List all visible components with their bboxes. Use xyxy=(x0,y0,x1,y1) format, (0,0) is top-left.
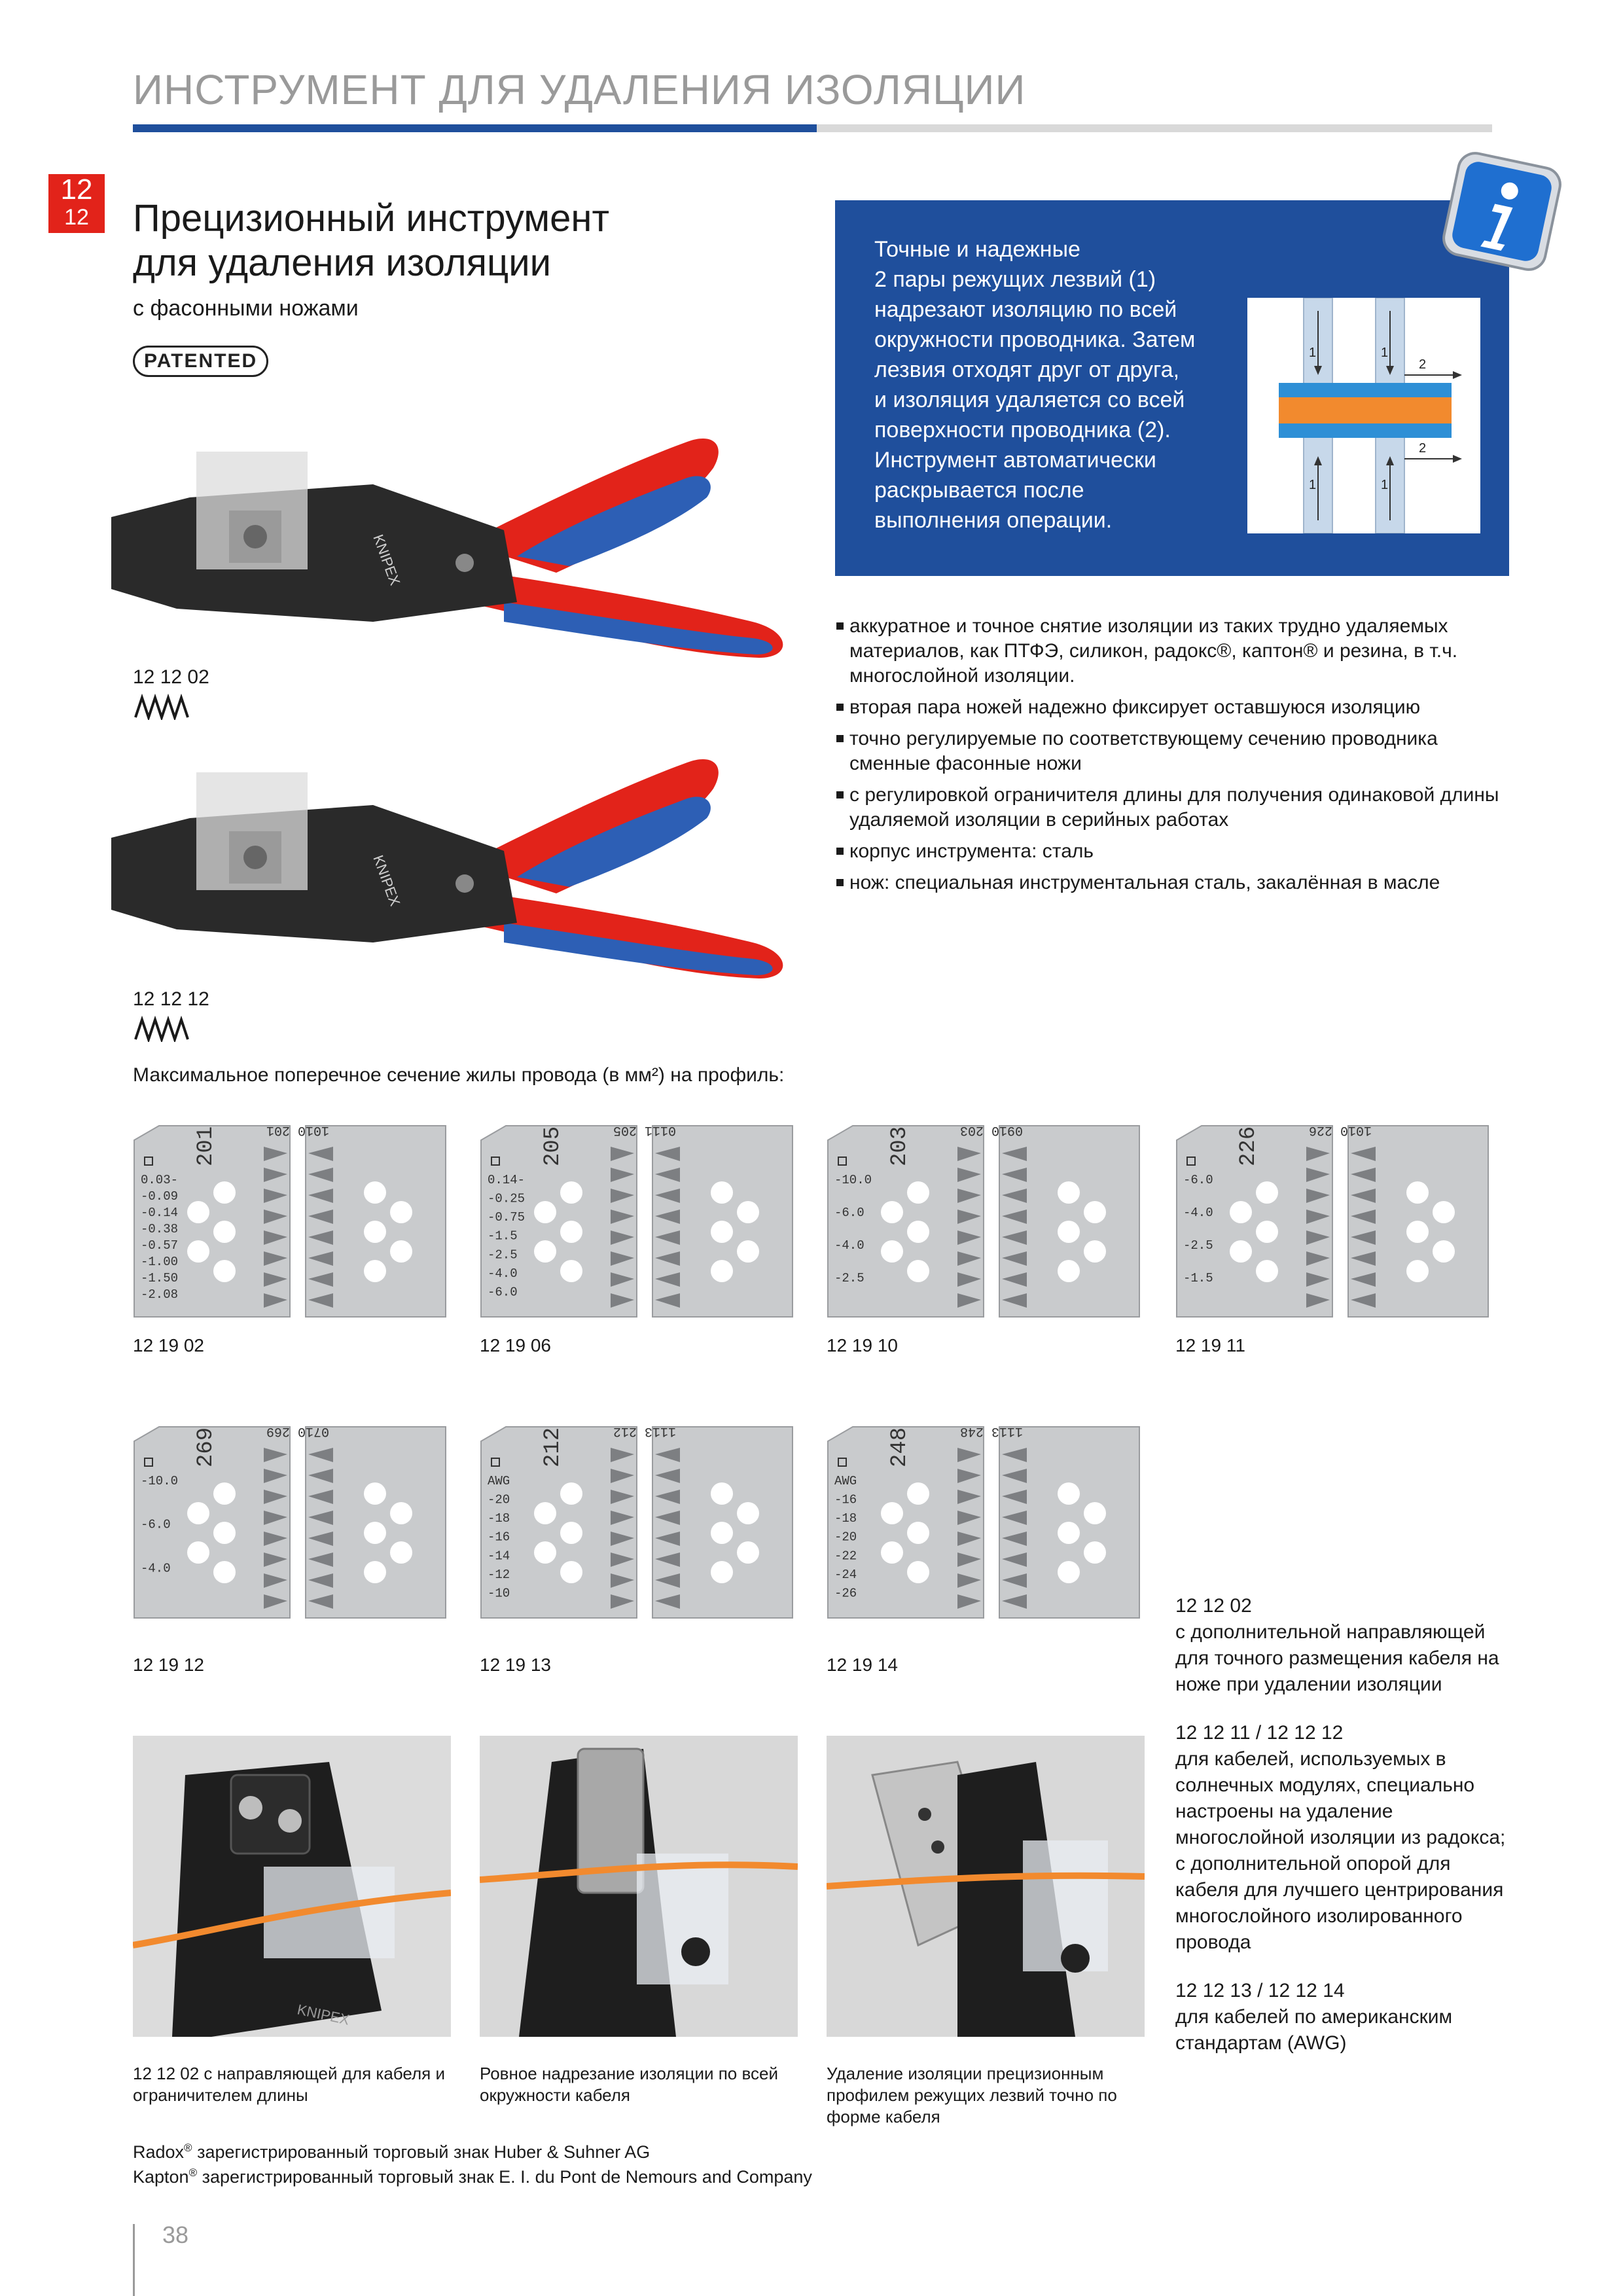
photo-cutting xyxy=(480,1736,798,2037)
info-line: Точные и надежные xyxy=(874,237,1080,262)
blade-size-label: -10.0 xyxy=(141,1474,179,1488)
note-code: 12 12 02 xyxy=(1175,1595,1252,1617)
blade-size-label: -20 xyxy=(488,1492,510,1507)
blade-code: 12 19 13 xyxy=(480,1655,551,1675)
blade-size-label: -24 xyxy=(834,1567,857,1582)
blade-size-label: 0.03- xyxy=(141,1173,179,1187)
blade-size-label: -0.75 xyxy=(488,1210,526,1225)
blade-size-label: AWG xyxy=(488,1474,510,1488)
zigzag-icon xyxy=(133,694,189,720)
product-title xyxy=(133,196,722,285)
blade-size-label: -0.57 xyxy=(141,1238,179,1253)
diagram-label: 1 xyxy=(1309,346,1317,360)
blade-size-label: AWG xyxy=(834,1474,857,1488)
blade-image xyxy=(1175,1121,1489,1323)
product-subtitle: с фасонными ножами xyxy=(133,296,359,321)
tool-code: 12 12 02 xyxy=(133,666,209,688)
blade-size-label: -10.0 xyxy=(834,1173,872,1187)
note-text: с дополнительной направляющей для точного размещения кабеля на ноже при удалении изоляции xyxy=(1175,1621,1499,1695)
blade-size-label: -18 xyxy=(488,1511,510,1526)
blade-number: 248 xyxy=(887,1427,912,1467)
tool-image-121202 xyxy=(98,406,825,681)
note-block xyxy=(1175,1978,1516,2056)
diagram-label: 2 xyxy=(1419,357,1427,372)
blade-number: 212 xyxy=(541,1427,565,1467)
blade-size-label: -18 xyxy=(834,1511,857,1526)
page-number-rule xyxy=(133,2224,135,2296)
blade-image xyxy=(480,1422,794,1624)
blade-size-label: -0.14 xyxy=(141,1206,179,1220)
blade-mirror-label: 0111 205 xyxy=(613,1122,676,1138)
info-line: 2 пары режущих лезвий (1) xyxy=(874,267,1156,292)
blade-number: 205 xyxy=(541,1126,565,1166)
info-line: поверхности проводника (2). xyxy=(874,418,1171,442)
blade-size-label: -6.0 xyxy=(834,1206,865,1220)
blade-mirror-label: 0710 269 xyxy=(266,1424,329,1439)
product-title-line1: Прецизионный инструмент xyxy=(133,197,610,240)
tool-brand: KNIPEX xyxy=(370,853,404,908)
product-notes xyxy=(1175,1593,1516,2079)
photo-stripping xyxy=(827,1736,1145,2037)
note-block xyxy=(1175,1720,1516,1956)
blade-size-label: -26 xyxy=(834,1586,857,1601)
zigzag-icon xyxy=(133,1016,189,1042)
tool-brand: KNIPEX xyxy=(370,532,404,588)
blade-size-label: -22 xyxy=(834,1549,857,1564)
blade-image xyxy=(827,1422,1141,1624)
blade-code: 12 19 12 xyxy=(133,1655,204,1675)
page-header-title: ИНСТРУМЕНТ ДЛЯ УДАЛЕНИЯ ИЗОЛЯЦИИ xyxy=(133,66,1026,113)
note-block xyxy=(1175,1593,1516,1698)
blade-mirror-label: 1010 226 xyxy=(1308,1122,1372,1138)
note-text: для кабелей, используемых в солнечных модулях, специально настроены на удаление многослойной изоляции из радокса; с дополнительной опорой для кабеля для лучшего центрирования многослойного изолированного провода xyxy=(1175,1748,1506,1953)
blade-size-label: -20 xyxy=(834,1530,857,1545)
info-line: и изоляция удаляется со всей xyxy=(874,387,1185,412)
blade-number: 203 xyxy=(887,1126,912,1166)
info-line: окружности проводника. Затем xyxy=(874,327,1196,352)
info-text xyxy=(874,234,1241,535)
photo-brand: KNIPEX xyxy=(295,2001,351,2028)
section-badge-sub: 12 xyxy=(64,205,89,230)
tool-code: 12 12 12 xyxy=(133,988,209,1010)
blade-image xyxy=(480,1121,794,1323)
blade-size-label: -6.0 xyxy=(141,1517,171,1532)
blade-size-label: -1.50 xyxy=(141,1271,179,1285)
blade-number: 269 xyxy=(194,1427,219,1467)
blade-mirror-label: 1010 201 xyxy=(266,1122,329,1138)
feature-item: с регулировкой ограничителя длины для получения одинаковой длины удаляемой изоляции в серийных работах xyxy=(835,783,1522,833)
blade-size-label: -4.0 xyxy=(834,1238,865,1253)
blade-size-label: -14 xyxy=(488,1549,510,1564)
info-line: выполнения операции. xyxy=(874,508,1113,533)
feature-item: нож: специальная инструментальная сталь, закалённая в масле xyxy=(835,870,1522,895)
feature-list xyxy=(835,614,1522,902)
blade-code: 12 19 11 xyxy=(1175,1335,1245,1355)
info-line: лезвия отходят друг от друга, xyxy=(874,357,1180,382)
note-code: 12 12 13 / 12 12 14 xyxy=(1175,1980,1345,2001)
diagram-label: 1 xyxy=(1309,478,1317,492)
blade-mirror-label: 0910 203 xyxy=(959,1122,1023,1138)
note-code: 12 12 11 / 12 12 12 xyxy=(1175,1722,1344,1744)
blade-image xyxy=(133,1422,447,1624)
info-line: раскрывается после xyxy=(874,478,1084,503)
product-title-line2: для удаления изоляции xyxy=(133,242,552,284)
blade-size-label: -0.25 xyxy=(488,1191,526,1206)
diagram-label: 1 xyxy=(1381,478,1389,492)
blade-code: 12 19 14 xyxy=(827,1655,898,1675)
blade-size-label: -4.0 xyxy=(1183,1206,1213,1220)
blade-size-label: -4.0 xyxy=(141,1561,171,1576)
footnote-brand: Radox xyxy=(133,2142,185,2162)
blade-size-label: -6.0 xyxy=(1183,1173,1213,1187)
blade-size-label: -2.08 xyxy=(141,1287,179,1302)
photo-caption: Ровное надрезание изоляции по всей окружности кабеля xyxy=(480,2064,778,2105)
blade-code: 12 19 02 xyxy=(133,1335,204,1355)
info-line: надрезают изоляцию по всей xyxy=(874,297,1177,322)
diagram-label: 2 xyxy=(1419,441,1427,456)
blade-image xyxy=(827,1121,1141,1323)
blade-mirror-label: 1113 248 xyxy=(959,1424,1023,1439)
blade-code: 12 19 06 xyxy=(480,1335,551,1355)
blade-size-label: -6.0 xyxy=(488,1285,518,1300)
photo-caption: 12 12 02 с направляющей для кабеля и ограничителем длины xyxy=(133,2064,445,2105)
section-badge xyxy=(48,174,105,233)
stripping-diagram xyxy=(1247,298,1480,533)
feature-item: корпус инструмента: сталь xyxy=(835,839,1522,864)
blade-mirror-label: 1113 212 xyxy=(613,1424,676,1439)
blade-size-label: 0.14- xyxy=(488,1173,526,1187)
blade-size-label: -4.0 xyxy=(488,1266,518,1281)
footnote-kapton: Kapton® зарегистрированный торговый знак E. I. du Pont de Nemours and Company xyxy=(133,2166,812,2187)
blade-image xyxy=(133,1121,447,1323)
photo-tool-with-guide xyxy=(133,1736,451,2037)
footnote-text: зарегистрированный торговый знак E. I. du Pont de Nemours and Company xyxy=(197,2167,812,2187)
blade-number: 201 xyxy=(194,1126,219,1166)
footnote-brand: Kapton xyxy=(133,2167,189,2187)
footnote-text: зарегистрированный торговый знак Huber & Suhner AG xyxy=(192,2142,651,2162)
patented-badge: PATENTED xyxy=(133,346,268,377)
blade-size-label: -16 xyxy=(488,1530,510,1545)
blade-size-label: -16 xyxy=(834,1492,857,1507)
header-rule-accent xyxy=(133,124,817,132)
blade-size-label: -0.38 xyxy=(141,1222,179,1236)
feature-item: точно регулируемые по соответствующему сечению проводника сменные фасонные ножи xyxy=(835,726,1522,776)
page-number: 38 xyxy=(162,2221,189,2248)
section-caption: Максимальное поперечное сечение жилы провода (в мм²) на профиль: xyxy=(133,1064,785,1086)
blade-size-label: -2.5 xyxy=(488,1247,518,1263)
blade-code: 12 19 10 xyxy=(827,1335,898,1355)
blade-size-label: -0.09 xyxy=(141,1189,179,1204)
diagram-label: 1 xyxy=(1381,346,1389,360)
tool-image-121212 xyxy=(98,726,825,1001)
blade-size-label: -2.5 xyxy=(834,1271,865,1285)
footnote-radox: Radox® зарегистрированный торговый знак Huber & Suhner AG xyxy=(133,2142,651,2162)
blade-size-label: -10 xyxy=(488,1586,510,1601)
blade-number: 226 xyxy=(1236,1126,1261,1166)
blade-size-label: -12 xyxy=(488,1567,510,1582)
note-text: для кабелей по американским стандартам (AWG) xyxy=(1175,2006,1453,2054)
section-badge-chapter: 12 xyxy=(60,173,93,206)
info-icon xyxy=(1438,148,1565,275)
photo-caption: Удаление изоляции прецизионным профилем режущих лезвий точно по форме кабеля xyxy=(827,2064,1117,2126)
blade-size-label: -2.5 xyxy=(1183,1238,1213,1253)
blade-size-label: -1.5 xyxy=(488,1229,518,1244)
info-line: Инструмент автоматически xyxy=(874,448,1156,473)
blade-size-label: -1.00 xyxy=(141,1255,179,1269)
blade-size-label: -1.5 xyxy=(1183,1271,1213,1285)
feature-item: вторая пара ножей надежно фиксирует оставшуюся изоляцию xyxy=(835,695,1522,720)
feature-item: аккуратное и точное снятие изоляции из таких трудно удаляемых материалов, как ПТФЭ, силикон, радокс®, каптон® и резина, в т.ч. многослойной изоляции. xyxy=(835,614,1522,689)
